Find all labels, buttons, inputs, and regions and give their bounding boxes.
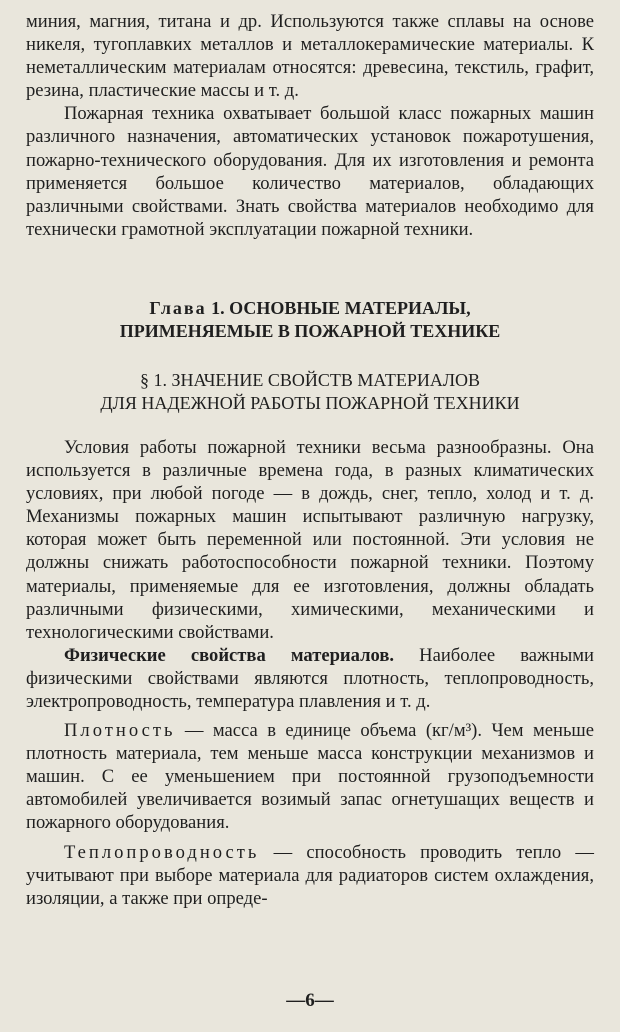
page-number: —6— <box>286 990 334 1011</box>
body-paragraph-3-text: — масса в единице объема (кг/м³). Чем меньше плотность материала, тем меньше масса конструкции механизмов и машин. С ее уменьшением при постоянной грузоподъемности автомобилей увеличивается возимый запас огнетушащих веществ и пожарного оборудования. <box>26 720 594 834</box>
body-paragraph-2-text: Наиболее важными физическими свойствами являются плотность, теплопроводность, электропроводность, температура плавления и т. д. <box>26 644 594 712</box>
chapter-label: Глава <box>149 297 207 318</box>
body-paragraph-1: Условия работы пожарной техники весьма разнообразны. Она используется в различные времена года, в разных климатических условиях, при любой погоде — в дождь, снег, тепло, холод и т. д. Механизмы пожарных машин испытывают различную нагрузку, которая может быть переменной или постоянной. Эти условия не должны снижать работоспособности пожарной техники. Поэтому материалы, применяемые для ее изготовления, должны обладать различными физическими, химическими, механическими и технологическими свойствами. <box>26 436 594 643</box>
chapter-title-part-1: 1. ОСНОВНЫЕ МАТЕРИАЛЫ, <box>211 297 471 318</box>
chapter-title-line-2: ПРИМЕНЯЕМЫЕ В ПОЖАРНОЙ ТЕХНИКЕ <box>119 320 501 341</box>
section-heading <box>26 369 594 415</box>
body-paragraph-2 <box>26 644 594 713</box>
thermal-conductivity-term: Теплопроводность <box>64 841 260 863</box>
physical-properties-heading: Физические свойства материалов. <box>64 644 395 666</box>
chapter-heading <box>26 297 594 343</box>
section-title-line-2: ДЛЯ НАДЕЖНОЙ РАБОТЫ ПОЖАРНОЙ ТЕХНИКИ <box>100 392 520 413</box>
body-paragraph-4 <box>26 841 594 910</box>
density-term: Плотность <box>64 720 176 742</box>
intro-paragraph-2: Пожарная техника охватывает большой класс пожарных машин различного назначения, автоматических установок пожаротушения, пожарно-технического оборудования. Для их изготовления и ремонта применяется большое количество материалов, обладающих различными свойствами. Знать свойства материалов необходимо для технически грамотной эксплуатации пожарной техники. <box>26 103 594 240</box>
section-title-line-1: § 1. ЗНАЧЕНИЕ СВОЙСТВ МАТЕРИАЛОВ <box>139 369 481 390</box>
chapter-title-line-1 <box>26 297 594 320</box>
body-paragraph-4-text: — способность проводить тепло — учитывают при выборе материала для радиаторов систем охлаждения, изоляции, а также при опреде- <box>26 841 594 909</box>
body-paragraph-3 <box>26 719 594 834</box>
intro-paragraph-1: миния, магния, титана и др. Используются также сплавы на основе никеля, тугоплавких металлов и металлокерамические материалы. К неметаллическим материалам относятся: древесина, текстиль, графит, резина, пластические массы и т. д. <box>26 11 594 102</box>
